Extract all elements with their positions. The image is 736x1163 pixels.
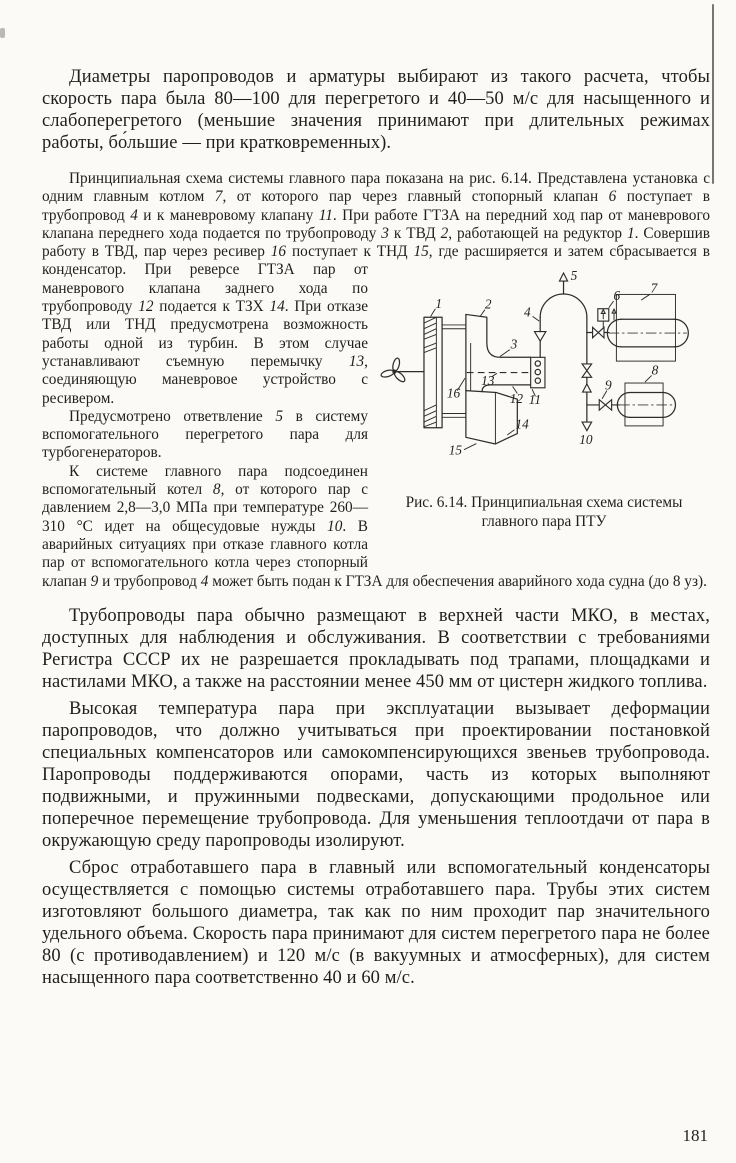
figure-6-14 xyxy=(378,263,710,531)
description-text-after-figure: маневрового клапана заднего хода по трубопроводу 12 подается к ТЗХ 14. При отказе ТВД или ТНД предусмотрена возможность работы одной из турбин. В этом случае устанавливают съемную перемычку 13, соединяющую маневровое устройство с ресивером. xyxy=(42,279,368,407)
main-steam-pipe xyxy=(534,294,586,357)
scan-artifact-smudge xyxy=(0,28,5,38)
figure-caption: Рис. 6.14. Принципиальная схема системы главного пара ПТУ xyxy=(405,494,683,531)
description-paragraph-3: К системе главного пара подсоединен вспомогательный котел 8, от которого пар с давлением 2,8—3,0 МПа при температуре 260—310 °С идет на общесудовые нужды 10. В аварийных ситуациях при отказе главного котла пар от вспомогательного котла через стопорный клапан 9 и трубопровод 4 может быть подан к ГТЗА для обеспечения аварийного хода судна (до 8 уз). xyxy=(42,462,707,590)
cross-connection-pipe xyxy=(582,333,592,405)
figure-label-4: 4 xyxy=(523,304,531,320)
figure-label-6: 6 xyxy=(613,288,621,304)
figure-label-15: 15 xyxy=(448,442,463,458)
description-text-before-figure: Принципиальная схема системы главного пара показана на рис. 6.14. Представлена установка с одним главным котлом 7, от которого пар через главный стопорный клапан 6 поступает в трубопровод 4 и к маневровому клапану 11. При работе ГТЗА на передний ход пар от маневрового клапана переднего хода подается по трубопроводу 3 к ТВД 2, работающей на редуктор 1. Совершив работу в ТВД, пар через ресивер 16 поступает к ТНД 15, где расширяется и затем сбрасывается в конденсатор. При реверсе ГТЗА пар от xyxy=(42,170,710,279)
figure-labels xyxy=(435,269,658,458)
figure-label-2: 2 xyxy=(484,297,492,313)
reduction-gear xyxy=(424,318,442,429)
main-boiler xyxy=(607,295,688,362)
figure-label-16: 16 xyxy=(446,385,461,401)
atmospheric-branch xyxy=(559,273,567,294)
figure-label-9: 9 xyxy=(604,378,612,394)
body-paragraph-2: Высокая температура пара при эксплуатации вызывает деформации паропроводов, что должно учитываться при проектировании постановкой специальных компенсаторов или самокомпенсирующихся звеньев трубопровода. Паропроводы поддерживаются опорами, часть из которых выполняют подвижными, и пружинными подвесками, допускающими продольное или поперечное перемещение трубопровода. Для уменьшения теплоотдачи от пара в окружающую среду паропроводы изолируют. xyxy=(42,698,710,851)
text-block xyxy=(42,66,710,989)
figure-label-11: 11 xyxy=(528,392,542,408)
body-paragraph-3: Сброс отработавшего пара в главный или вспомогательный конденсаторы осуществляется с помощью системы отработавшего пара. Трубы этих систем изготовляют большого диаметра, так как по ним проходит пар значительного удельного объема. Скорость пара принимают для систем перегретого пара не более 80 (с противодавлением) и 120 м/с (в вакуумных и атмосферных), для систем насыщенного пара соответственно 40 и 60 м/с. xyxy=(42,857,710,988)
intro-paragraph: Диаметры паропроводов и арматуры выбирают из такого расчета, чтобы скорость пара была 80—100 для перегретого и 40—50 м/с для насыщенного и слабоперегретого (меньшие значения принимают при длительных режимах работы, бо́льшие — при кратковременных). xyxy=(42,67,710,153)
figure-label-7: 7 xyxy=(650,281,658,297)
description-paragraph-2: Предусмотрено ответвление 5 в систему вспомогательного перегретого пара для турбогенераторов. xyxy=(42,407,368,462)
figure-label-10: 10 xyxy=(579,432,593,448)
aux-stop-valve xyxy=(587,400,619,410)
aux-boiler xyxy=(617,384,675,427)
figure-diagram xyxy=(378,263,710,484)
turbine-shafts xyxy=(442,325,466,417)
propeller-icon xyxy=(380,358,406,384)
page-number: 181 xyxy=(682,1126,708,1145)
figure-label-14: 14 xyxy=(515,417,529,433)
hp-turbine-shape xyxy=(466,315,531,391)
figure-label-13: 13 xyxy=(481,373,495,389)
body-paragraph-1: Трубопроводы пара обычно размещают в верхней части МКО, в местах, доступных для наблюдения и обслуживания. В соответствии с требованиями Регистра СССР их не разрешается прокладывать под трапами, площадками и настилами МКО, а также на расстоянии менее 450 мм от цистерн жидкого топлива. xyxy=(42,605,710,692)
figure-label-5: 5 xyxy=(570,268,578,284)
figure-label-8: 8 xyxy=(651,362,659,378)
figure-label-12: 12 xyxy=(509,391,524,407)
scan-artifact-line xyxy=(712,4,714,184)
description-section xyxy=(42,170,710,591)
maneuvering-device xyxy=(531,358,545,388)
figure-label-3: 3 xyxy=(510,337,518,353)
figure-label-1: 1 xyxy=(435,296,443,312)
ship-services-outlet xyxy=(582,405,592,431)
